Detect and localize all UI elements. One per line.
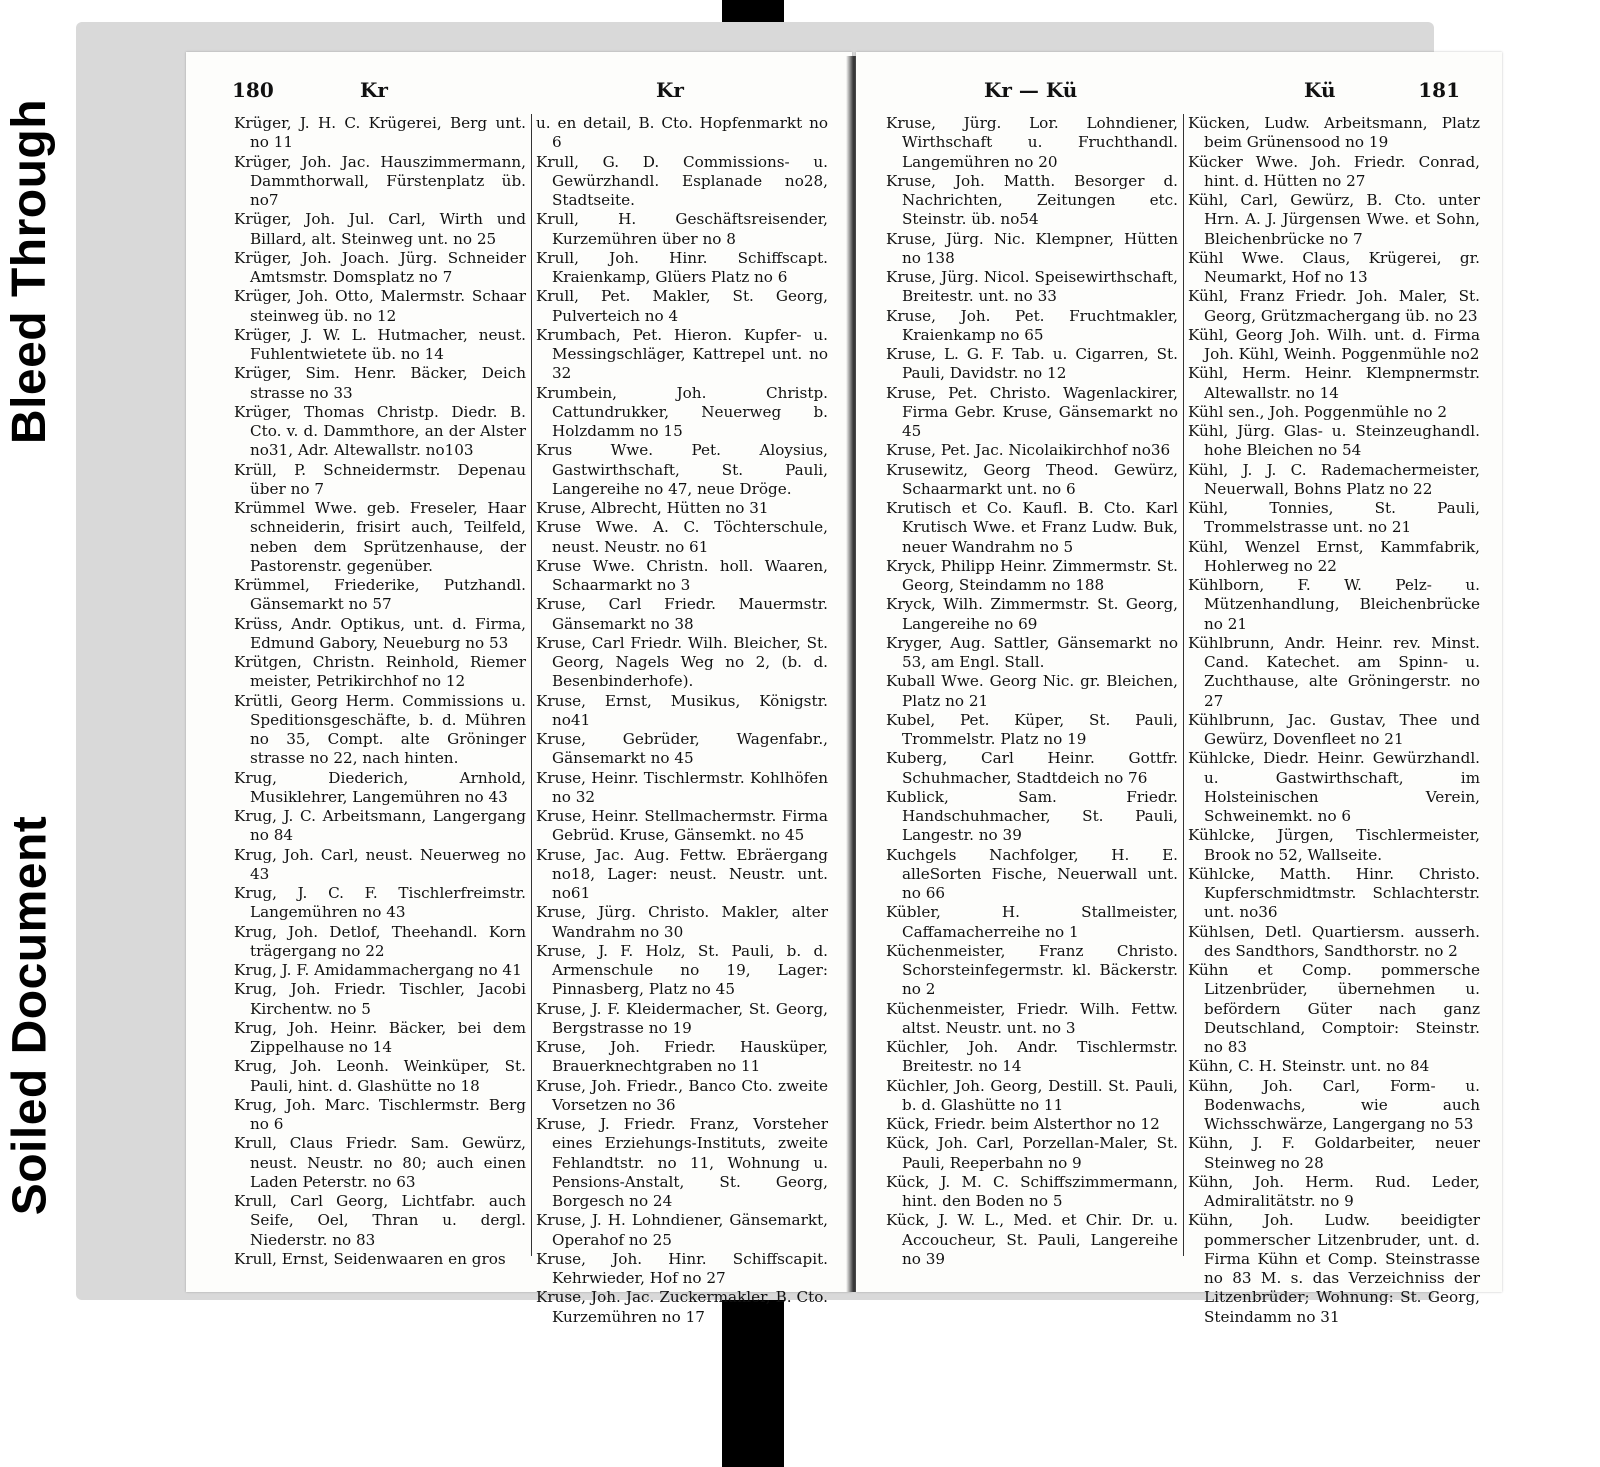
left-page [186,52,852,1326]
directory-entry: Kücken, Ludw. Arbeitsmann, Platz beim Grünensood no 19 [1188,114,1480,152]
directory-entry: Krüger, J. H. C. Krügerei, Berg unt. no 11 [234,114,526,152]
directory-entry: Kruse, Joh. Hinr. Schiffscapit. Kehrwieder, Hof no 27 [536,1249,828,1287]
directory-entry: Kruse, Joh. Friedr. Hausküper, Brauerknechtgraben no 11 [536,1038,828,1076]
bleed-through-text: Bleed Through [3,98,57,444]
head-left: Kr — Kü [984,78,1078,102]
soiled-document-label [4,780,56,1250]
column-rule [531,114,532,1256]
directory-entry: Krüll, P. Schneidermstr. Depenau über no 7 [234,460,526,498]
directory-entry: Krull, H. Geschäftsreisender, Kurzemühren über no 8 [536,210,828,248]
directory-entry: Krüger, Thomas Christp. Diedr. B. Cto. v. d. Dammthore, an der Alster no31, Adr. Altewallstr. no103 [234,402,526,460]
directory-entry: Kühl, Wenzel Ernst, Kammfabrik, Hohlerweg no 22 [1188,537,1480,575]
directory-entry: Kück, J. M. C. Schiffszimmermann, hint. den Boden no 5 [886,1172,1178,1210]
right-page-column-2 [1188,114,1480,1327]
directory-entry: Krug, J. C. F. Tischlerfreimstr. Langemühren no 43 [234,884,526,922]
directory-entry: Krütgen, Christn. Reinhold, Riemer meister, Petrikirchhof no 12 [234,653,526,691]
directory-entry: Kryck, Wilh. Zimmermstr. St. Georg, Langereihe no 69 [886,595,1178,633]
directory-entry: Krug, Joh. Leonh. Weinküper, St. Pauli, hint. d. Glashütte no 18 [234,1057,526,1095]
directory-entry: Krug, J. F. Amidammachergang no 41 [234,961,522,979]
directory-entry: Kühn, Joh. Carl, Form- u. Bodenwachs, wie auch Wichsschwärze, Langergang no 53 [1188,1076,1480,1133]
directory-entry: Kücker Wwe. Joh. Friedr. Conrad, hint. d. Hütten no 27 [1188,152,1480,190]
directory-entry: Krull, Carl Georg, Lichtfabr. auch Seife, Oel, Thran u. dergl. Niederstr. no 83 [234,1192,526,1249]
directory-entry: Kruse, Pet. Jac. Nicolaikirchhof no36 [886,441,1171,460]
directory-entry: Kruse, Heinr. Stellmachermstr. Firma Gebrüd. Kruse, Gänsemkt. no 45 [536,807,828,845]
directory-entry: Kruse, Gebrüder, Wagenfabr., Gänsemarkt no 45 [536,730,828,768]
directory-entry: Kruse, Pet. Christo. Wagenlackirer, Firma Gebr. Kruse, Gänsemarkt no 45 [886,383,1178,440]
directory-entry: Kryck, Philipp Heinr. Zimmermstr. St. Georg, Steindamm no 188 [886,556,1178,594]
directory-entry: Krug, Joh. Carl, neust. Neuerweg no 43 [234,845,526,883]
directory-entry: Kühlbrunn, Jac. Gustav, Thee und Gewürz, Dovenfleet no 21 [1188,710,1480,748]
directory-entry: Kühlborn, F. W. Pelz- u. Mützenhandlung, Bleichenbrücke no 21 [1188,576,1480,633]
directory-entry: Krull, Ernst, Seidenwaaren en gros [234,1249,506,1268]
directory-entry: Kruse, Jürg. Nic. Klempner, Hütten no 138 [886,229,1178,267]
head-left: Kr [360,78,388,102]
directory-entry: Küchenmeister, Friedr. Wilh. Fettw. altst. Neustr. unt. no 3 [886,999,1178,1037]
directory-entry: Kruse, Jürg. Christo. Makler, alter Wandrahm no 30 [536,903,828,941]
directory-entry: Kruse, Carl Friedr. Mauermstr. Gänsemarkt no 38 [536,595,828,633]
directory-entry: Kühn et Comp. pommersche Litzenbrüder, übernehmen u. befördern Güter nach ganz Deutschland, Comptoir: Steinstr. no 83 [1188,961,1480,1056]
directory-entry: Krüger, Joh. Joach. Jürg. Schneider Amtsmstr. Domsplatz no 7 [234,248,526,286]
directory-entry: Krug, Joh. Friedr. Tischler, Jacobi Kirchentw. no 5 [234,980,526,1018]
directory-entry: Krug, Joh. Detlof, Theehandl. Korn trägergang no 22 [234,922,526,960]
directory-entry: Krull, Joh. Hinr. Schiffscapt. Kraienkamp, Glüers Platz no 6 [536,248,828,286]
right-page [856,52,1502,1326]
directory-entry: Kuchgels Nachfolger, H. E. alleSorten Fische, Neuerwall unt. no 66 [886,845,1178,902]
directory-entry: Krusewitz, Georg Theod. Gewürz, Schaarmarkt unt. no 6 [886,460,1178,498]
directory-entry: Krutisch et Co. Kaufl. B. Cto. Karl Krutisch Wwe. et Franz Ludw. Buk, neuer Wandrahm no 5 [886,499,1178,556]
right-running-head [902,74,1480,114]
head-right: Kü [1304,78,1336,102]
directory-entry: Kruse, Jac. Aug. Fettw. Ebräergang no18, Lager: neust. Neustr. unt. no61 [536,845,828,902]
directory-entry: Kruse, Joh. Pet. Fruchtmakler, Kraienkamp no 65 [886,306,1178,344]
directory-entry: Kruse, Jürg. Nicol. Speisewirthschaft, Breitestr. unt. no 33 [886,268,1178,306]
directory-entry: Kruse Wwe. A. C. Töchterschule, neust. Neustr. no 61 [536,518,828,556]
directory-entry: Kühn, J. F. Goldarbeiter, neuer Steinweg no 28 [1188,1134,1480,1172]
directory-entry: Kruse, J. F. Holz, St. Pauli, b. d. Armenschule no 19, Lager: Pinnasberg, Platz no 45 [536,941,828,999]
directory-entry: Kübler, H. Stallmeister, Caffamacherreihe no 1 [886,903,1178,941]
directory-entry: Kühlbrunn, Andr. Heinr. rev. Minst. Cand. Katechet. am Spinn- u. Zuchthause, alte Gröningerstr. no 27 [1188,633,1480,710]
directory-entry: Kühlcke, Matth. Hinr. Christo. Kupferschmidtmstr. Schlachterstr. unt. no36 [1188,864,1480,922]
left-page-column-1 [234,114,526,1269]
directory-entry: Kruse, Heinr. Tischlermstr. Kohlhöfen no 32 [536,768,828,806]
directory-entry: Krumbein, Joh. Christp. Cattundrukker, Neuerweg b. Holzdamm no 15 [536,383,828,440]
directory-entry: Krümmel Wwe. geb. Freseler, Haar schneiderin, frisirt auch, Teilfeld, neben dem Sprützenhause, der Pastorenstr. gegenüber. [234,499,526,575]
directory-entry: Krug, Joh. Heinr. Bäcker, bei dem Zippelhause no 14 [234,1018,526,1056]
directory-entry: Kühl, Herm. Heinr. Klempnermstr. Altewallstr. no 14 [1188,364,1480,402]
directory-entry: Kruse, J. Friedr. Franz, Vorsteher eines Erziehungs-Instituts, zweite Fehlandtstr. no 11, Wohnung u. Pensions-Anstalt, St. Georg, Borgesch no 24 [536,1115,828,1210]
directory-entry: Kuball Wwe. Georg Nic. gr. Bleichen, Platz no 21 [886,672,1178,710]
directory-entry: Krüger, Joh. Jul. Carl, Wirth und Billard, alt. Steinweg unt. no 25 [234,210,526,248]
directory-entry: Krüss, Andr. Optikus, unt. d. Firma, Edmund Gabory, Neueburg no 53 [234,614,526,652]
directory-entry: Kühl, Georg Joh. Wilh. unt. d. Firma Joh. Kühl, Weinh. Poggenmühle no2 [1188,325,1480,363]
directory-entry: Kruse, J. H. Lohndiener, Gänsemarkt, Operahof no 25 [536,1211,828,1249]
directory-entry: Küchler, Joh. Andr. Tischlermstr. Breitestr. no 14 [886,1038,1178,1076]
directory-entry: Krüger, Joh. Otto, Malermstr. Schaar steinweg üb. no 12 [234,287,526,325]
directory-entry: Krütli, Georg Herm. Commissions u. Speditionsgeschäfte, b. d. Mühren no 35, Compt. alte Gröninger strasse no 22, nach hinten. [234,691,526,768]
directory-entry: Krug, J. C. Arbeitsmann, Langergang no 84 [234,807,526,845]
directory-entry: Kubel, Pet. Küper, St. Pauli, Trommelstr. Platz no 19 [886,710,1178,748]
directory-entry: Krumbach, Pet. Hieron. Kupfer- u. Messingschläger, Kattrepel unt. no 32 [536,325,828,383]
directory-entry: Krüger, Sim. Henr. Bäcker, Deich strasse no 33 [234,364,526,402]
directory-entry: Kruse, Joh. Jac. Zuckermakler, B. Cto. Kurzemühren no 17 [536,1288,828,1326]
directory-entry: Kühl Wwe. Claus, Krügerei, gr. Neumarkt, Hof no 13 [1188,248,1480,286]
directory-entry: Kuberg, Carl Heinr. Gottfr. Schuhmacher, Stadtdeich no 76 [886,749,1178,787]
directory-entry: Krull, G. D. Commissions- u. Gewürzhandl. Esplanade no28, Stadtseite. [536,152,828,209]
directory-entry: Kruse, Albrecht, Hütten no 31 [536,499,769,517]
directory-entry: Krüger, Joh. Jac. Hauszimmermann, Dammthorwall, Fürstenplatz üb. no7 [234,152,526,209]
directory-entry: Kublick, Sam. Friedr. Handschuhmacher, St. Pauli, Langestr. no 39 [886,787,1178,845]
directory-entry: Krus Wwe. Pet. Aloysius, Gastwirthschaft, St. Pauli, Langereihe no 47, neue Dröge. [536,441,828,498]
directory-entry: Kruse Wwe. Christn. holl. Waaren, Schaarmarkt no 3 [536,556,828,594]
directory-entry: Kryger, Aug. Sattler, Gänsemarkt no 53, am Engl. Stall. [886,633,1178,671]
directory-entry: Kück, J. W. L., Med. et Chir. Dr. u. Accoucheur, St. Pauli, Langereihe no 39 [886,1211,1178,1268]
soiled-document-text: Soiled Document [3,815,57,1215]
directory-entry: Kruse, Carl Friedr. Wilh. Bleicher, St. Georg, Nagels Weg no 2, (b. d. Besenbinderhofe). [536,633,828,691]
directory-entry: Kück, Friedr. beim Alsterthor no 12 [886,1115,1160,1133]
directory-entry: Kück, Joh. Carl, Porzellan-Maler, St. Pauli, Reeperbahn no 9 [886,1134,1178,1172]
column-rule [1183,114,1184,1256]
directory-entry: Krull, Pet. Makler, St. Georg, Pulverteich no 4 [536,287,828,325]
directory-entry: Küchenmeister, Franz Christo. Schorsteinfegermstr. kl. Bäckerstr. no 2 [886,941,1178,999]
directory-entry: Krümmel, Friederike, Putzhandl. Gänsemarkt no 57 [234,576,526,614]
directory-entry: Kruse, Jürg. Lor. Lohndiener, Wirthschaft u. Fruchthandl. Langemühren no 20 [886,114,1178,171]
head-right: Kr [656,78,684,102]
book-scan [76,22,1480,1326]
directory-entry: Kühlsen, Detl. Quartiersm. ausserh. des Sandthors, Sandthorstr. no 2 [1188,922,1480,960]
directory-entry: Krull, Claus Friedr. Sam. Gewürz, neust. Neustr. no 80; auch einen Laden Peterstr. no 63 [234,1134,526,1191]
directory-entry: Kühn, Joh. Ludw. beeidigter pommerscher Litzenbruder, unt. d. Firma Kühn et Comp. Steinstrasse no 83 M. s. das Verzeichniss der Litzenbrüder; Wohnung: St. Georg, Steindamm no 31 [1188,1211,1480,1326]
directory-entry: Krug, Joh. Marc. Tischlermstr. Berg no 6 [234,1095,526,1133]
directory-entry: Küchler, Joh. Georg, Destill. St. Pauli, b. d. Glashütte no 11 [886,1076,1178,1114]
directory-entry: Kühn, C. H. Steinstr. unt. no 84 [1188,1057,1430,1076]
directory-entry: Krug, Diederich, Arnhold, Musiklehrer, Langemühren no 43 [234,768,526,806]
directory-entry: Kühlcke, Jürgen, Tischlermeister, Brook no 52, Wallseite. [1188,826,1480,864]
directory-entry: Kühl, Franz Friedr. Joh. Maler, St. Georg, Grützmachergang üb. no 23 [1188,287,1480,325]
bleed-through-label [4,56,56,486]
directory-entry: Kühl, Tonnies, St. Pauli, Trommelstrasse unt. no 21 [1188,499,1480,537]
directory-entry: Kruse, L. G. F. Tab. u. Cigarren, St. Pauli, Davidstr. no 12 [886,345,1178,383]
directory-entry: Kühl sen., Joh. Poggenmühle no 2 [1188,402,1447,421]
left-running-head [232,74,830,114]
directory-entry: u. en detail, B. Cto. Hopfenmarkt no 6 [536,114,828,152]
directory-entry: Kühn, Joh. Herm. Rud. Leder, Admiralitätstr. no 9 [1188,1172,1480,1210]
directory-entry: Kruse, Ernst, Musikus, Königstr. no41 [536,691,828,729]
directory-entry: Kruse, Joh. Friedr., Banco Cto. zweite Vorsetzen no 36 [536,1076,828,1114]
directory-entry: Kühl, Carl, Gewürz, B. Cto. unter Hrn. A. J. Jürgensen Wwe. et Sohn, Bleichenbrücke no 7 [1188,191,1480,248]
page-number: 181 [1418,78,1460,102]
directory-entry: Kühlcke, Diedr. Heinr. Gewürzhandl. u. Gastwirthschaft, im Holsteinischen Verein, Schweinemkt. no 6 [1188,749,1480,825]
directory-entry: Kruse, Joh. Matth. Besorger d. Nachrichten, Zeitungen etc. Steinstr. üb. no54 [886,171,1178,229]
directory-entry: Krüger, J. W. L. Hutmacher, neust. Fuhlentwietete üb. no 14 [234,325,526,363]
directory-entry: Kruse, J. F. Kleidermacher, St. Georg, Bergstrasse no 19 [536,999,828,1037]
directory-entry: Kühl, J. J. C. Rademachermeister, Neuerwall, Bohns Platz no 22 [1188,460,1480,498]
right-page-column-1 [886,114,1178,1269]
page-number: 180 [232,78,274,102]
directory-entry: Kühl, Jürg. Glas- u. Steinzeughandl. hohe Bleichen no 54 [1188,422,1480,460]
left-page-column-2 [536,114,828,1327]
